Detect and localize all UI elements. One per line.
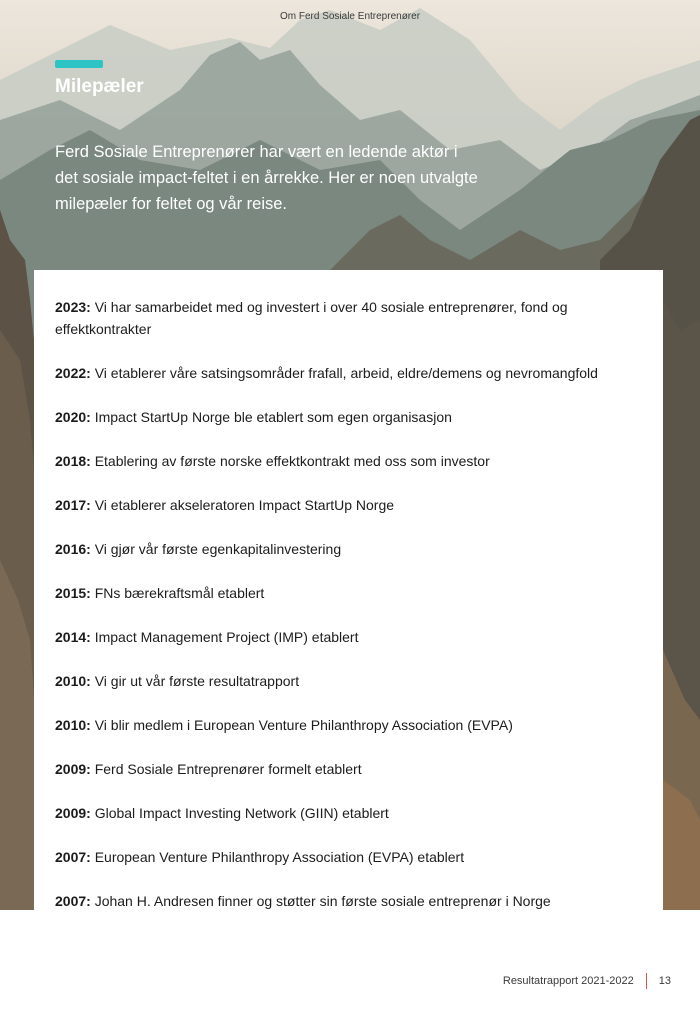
accent-bar <box>55 60 103 68</box>
milestone-text: Global Impact Investing Network (GIIN) etablert <box>94 805 389 821</box>
milestone-item <box>55 670 643 692</box>
milestone-text: Vi har samarbeidet med og investert i over 40 sosiale entreprenører, fond og effektkontrakter <box>55 299 568 337</box>
milestone-item <box>55 406 643 428</box>
milestone-text: European Venture Philanthropy Association (EVPA) etablert <box>94 849 465 865</box>
milestone-text: Vi gjør vår første egenkapitalinvestering <box>94 541 342 557</box>
milestone-year: 2016: <box>55 541 91 557</box>
milestone-item <box>55 296 643 340</box>
milestone-item <box>55 450 643 472</box>
milestone-year: 2009: <box>55 761 91 777</box>
footer-divider <box>646 973 647 989</box>
milestone-year: 2009: <box>55 805 91 821</box>
milestone-year: 2015: <box>55 585 91 601</box>
milestone-item <box>55 538 643 560</box>
milestone-text: FNs bærekraftsmål etablert <box>94 585 265 601</box>
milestone-item <box>55 802 643 824</box>
milestone-year: 2010: <box>55 717 91 733</box>
milestones-card <box>34 270 663 910</box>
page-number: 13 <box>658 975 671 987</box>
milestone-text: Impact Management Project (IMP) etablert <box>94 629 359 645</box>
milestone-item <box>55 846 643 868</box>
milestone-year: 2014: <box>55 629 91 645</box>
milestone-text: Vi etablerer akseleratoren Impact StartUp Norge <box>94 497 395 513</box>
milestone-item <box>55 582 643 604</box>
milestone-text: Johan H. Andresen finner og støtter sin første sosiale entreprenør i Norge <box>94 893 551 909</box>
milestone-year: 2010: <box>55 673 91 689</box>
milestone-text: Vi gir ut vår første resultatrapport <box>94 673 300 689</box>
section-title: Milepæler <box>55 76 144 97</box>
milestone-item <box>55 714 643 736</box>
milestone-year: 2018: <box>55 453 91 469</box>
milestone-text: Etablering av første norske effektkontrakt med oss som investor <box>94 453 490 469</box>
milestone-item <box>55 494 643 516</box>
milestone-list <box>34 270 663 912</box>
milestone-item <box>55 758 643 780</box>
page-footer <box>503 973 671 989</box>
milestone-year: 2020: <box>55 409 91 425</box>
running-header: Om Ferd Sosiale Entreprenører <box>279 11 421 22</box>
milestone-year: 2022: <box>55 365 91 381</box>
milestone-item <box>55 626 643 648</box>
milestone-text: Impact StartUp Norge ble etablert som egen organisasjon <box>94 409 452 425</box>
intro-paragraph: Ferd Sosiale Entreprenører har vært en ledende aktør i det sosiale impact-feltet i en årrekke. Her er noen utvalgte milepæler for feltet og vår reise. <box>55 143 478 213</box>
milestone-text: Ferd Sosiale Entreprenører formelt etablert <box>94 761 362 777</box>
milestone-item <box>55 362 643 384</box>
report-title: Resultatrapport 2021-2022 <box>502 975 634 987</box>
milestone-year: 2017: <box>55 497 91 513</box>
milestone-text: Vi etablerer våre satsingsområder frafall, arbeid, eldre/demens og nevromangfold <box>94 365 598 381</box>
milestone-year: 2007: <box>55 893 91 909</box>
milestone-text: Vi blir medlem i European Venture Philanthropy Association (EVPA) <box>94 717 513 733</box>
milestone-year: 2023: <box>55 299 91 315</box>
milestone-item <box>55 890 643 912</box>
milestone-year: 2007: <box>55 849 91 865</box>
